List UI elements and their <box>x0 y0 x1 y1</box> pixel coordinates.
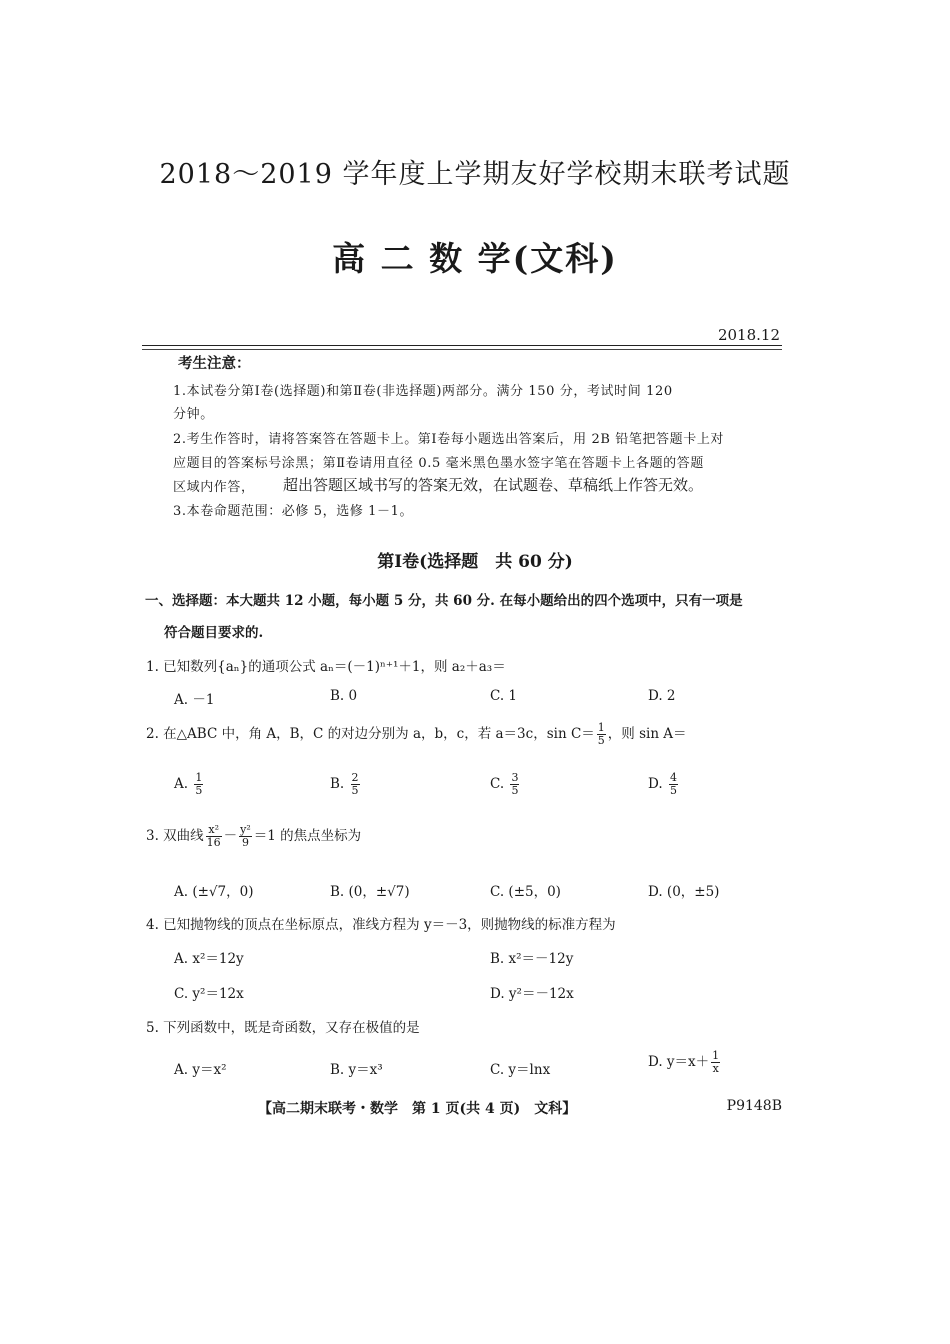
q3-stem-post: ＝1 的焦点坐标为 <box>253 828 362 844</box>
q3-fraction-y <box>239 824 252 849</box>
q2-option-a <box>174 772 205 797</box>
option-fraction <box>711 1050 720 1075</box>
notice-emphasis: 超出答题区域书写的答案无效，在试题卷、草稿纸上作答无效。 <box>283 476 704 494</box>
fraction-denominator: 5 <box>511 784 519 797</box>
fraction-numerator: 1 <box>712 1049 720 1062</box>
paper-code: P9148B <box>726 1098 782 1114</box>
q3-option-c: C. (±5，0) <box>490 884 561 900</box>
notice-line: 分钟。 <box>173 407 214 422</box>
section-title: 第Ⅰ卷(选择题 共 60 分) <box>377 552 573 572</box>
option-label: B. <box>330 776 345 792</box>
q4-option-c: C. y²＝12x <box>174 986 244 1002</box>
fraction-numerator: 3 <box>511 771 519 784</box>
fraction-denominator: 16 <box>206 836 221 849</box>
q3-stem-pre: 3. 双曲线 <box>146 828 204 844</box>
header-rule-thin <box>142 349 782 350</box>
fraction-numerator: x² <box>206 824 222 837</box>
q1-option-a: A. －1 <box>174 692 215 708</box>
page-footer: 【高二期末联考・数学 第 1 页(共 4 页) 文科】 <box>258 1101 577 1117</box>
q2-option-b <box>330 772 362 797</box>
q2-option-d <box>648 772 680 797</box>
q4-option-b: B. x²＝－12y <box>490 951 574 967</box>
fraction-numerator: 1 <box>597 721 605 734</box>
q1-option-c: C. 1 <box>490 688 518 704</box>
fraction-numerator: y² <box>240 823 251 836</box>
fraction-denominator: 5 <box>669 784 677 797</box>
exam-title: 2018～2019 学年度上学期友好学校期末联考试题 <box>159 159 791 190</box>
fraction-denominator: 5 <box>195 784 203 797</box>
q3-fraction-x <box>206 824 222 849</box>
q5-option-d <box>648 1050 722 1075</box>
q1-option-d: D. 2 <box>648 688 676 704</box>
fraction-numerator: 1 <box>195 771 203 784</box>
q4-option-d: D. y²＝－12x <box>490 986 574 1002</box>
option-d-expression: D. y＝x＋ <box>648 1054 710 1070</box>
notice-line: 3.本卷命题范围：必修 5，选修 1－1。 <box>173 504 414 519</box>
notice-line: 区域内作答， <box>173 480 255 495</box>
fraction-numerator: 4 <box>669 771 677 784</box>
q1-option-b: B. 0 <box>330 688 358 704</box>
notice-line: 应题目的答案标号涂黑；第Ⅱ卷请用直径 0.5 毫米黑色墨水签字笔在答题卡上各题的答题 <box>173 456 704 471</box>
option-label: C. <box>490 776 505 792</box>
question-5-stem: 5. 下列函数中，既是奇函数，又存在极值的是 <box>146 1020 420 1036</box>
q3-option-b: B. (0，±√7) <box>330 884 410 900</box>
section-instruction: 一、选择题：本大题共 12 小题，每小题 5 分，共 60 分. 在每小题给出的四个选项中，只有一项是 <box>145 593 743 609</box>
exam-subtitle: 高 二 数 学(文科) <box>332 239 618 278</box>
q5-option-b: B. y＝x³ <box>330 1062 383 1078</box>
q4-option-a: A. x²＝12y <box>174 951 244 967</box>
notice-heading: 考生注意： <box>178 355 251 372</box>
question-4-stem: 4. 已知抛物线的顶点在坐标原点，准线方程为 y＝－3，则抛物线的标准方程为 <box>146 917 616 933</box>
q5-option-a: A. y＝x² <box>174 1062 227 1078</box>
question-1-stem: 1. 已知数列{aₙ}的通项公式 aₙ＝(－1)ⁿ⁺¹＋1，则 a₂＋a₃＝ <box>146 659 506 675</box>
q5-option-c: C. y＝lnx <box>490 1062 551 1078</box>
q2-fraction <box>597 722 606 747</box>
q2-stem-post: ，则 sin A＝ <box>607 726 687 742</box>
fraction-numerator: 2 <box>351 771 359 784</box>
header-rule <box>142 345 782 346</box>
option-label: A. <box>174 776 189 792</box>
q3-option-a: A. (±√7，0) <box>174 884 254 900</box>
question-3-stem <box>146 824 361 849</box>
q3-minus: － <box>223 828 238 844</box>
notice-line: 2.考生作答时，请将答案答在答题卡上。第Ⅰ卷每小题选出答案后，用 2B 铅笔把答题卡上对 <box>173 432 725 447</box>
fraction-denominator: 5 <box>597 734 605 747</box>
option-fraction <box>669 772 678 797</box>
notice-line: 1.本试卷分第Ⅰ卷(选择题)和第Ⅱ卷(非选择题)两部分。满分 150 分，考试时间 120 <box>173 384 673 399</box>
q3-option-d: D. (0，±5) <box>648 884 720 900</box>
question-2-stem <box>146 722 687 747</box>
option-fraction <box>194 772 203 797</box>
option-fraction <box>510 772 519 797</box>
option-label: D. <box>648 776 663 792</box>
fraction-denominator: 5 <box>351 784 359 797</box>
fraction-denominator: 9 <box>241 836 249 849</box>
section-instruction: 符合题目要求的. <box>164 625 264 641</box>
fraction-denominator: x <box>712 1062 719 1075</box>
q2-option-c <box>490 772 521 797</box>
q2-stem-pre: 2. 在△ABC 中，角 A，B，C 的对边分别为 a，b，c，若 a＝3c，sin C＝ <box>146 726 595 742</box>
exam-date: 2018.12 <box>717 326 780 344</box>
option-fraction <box>351 772 360 797</box>
